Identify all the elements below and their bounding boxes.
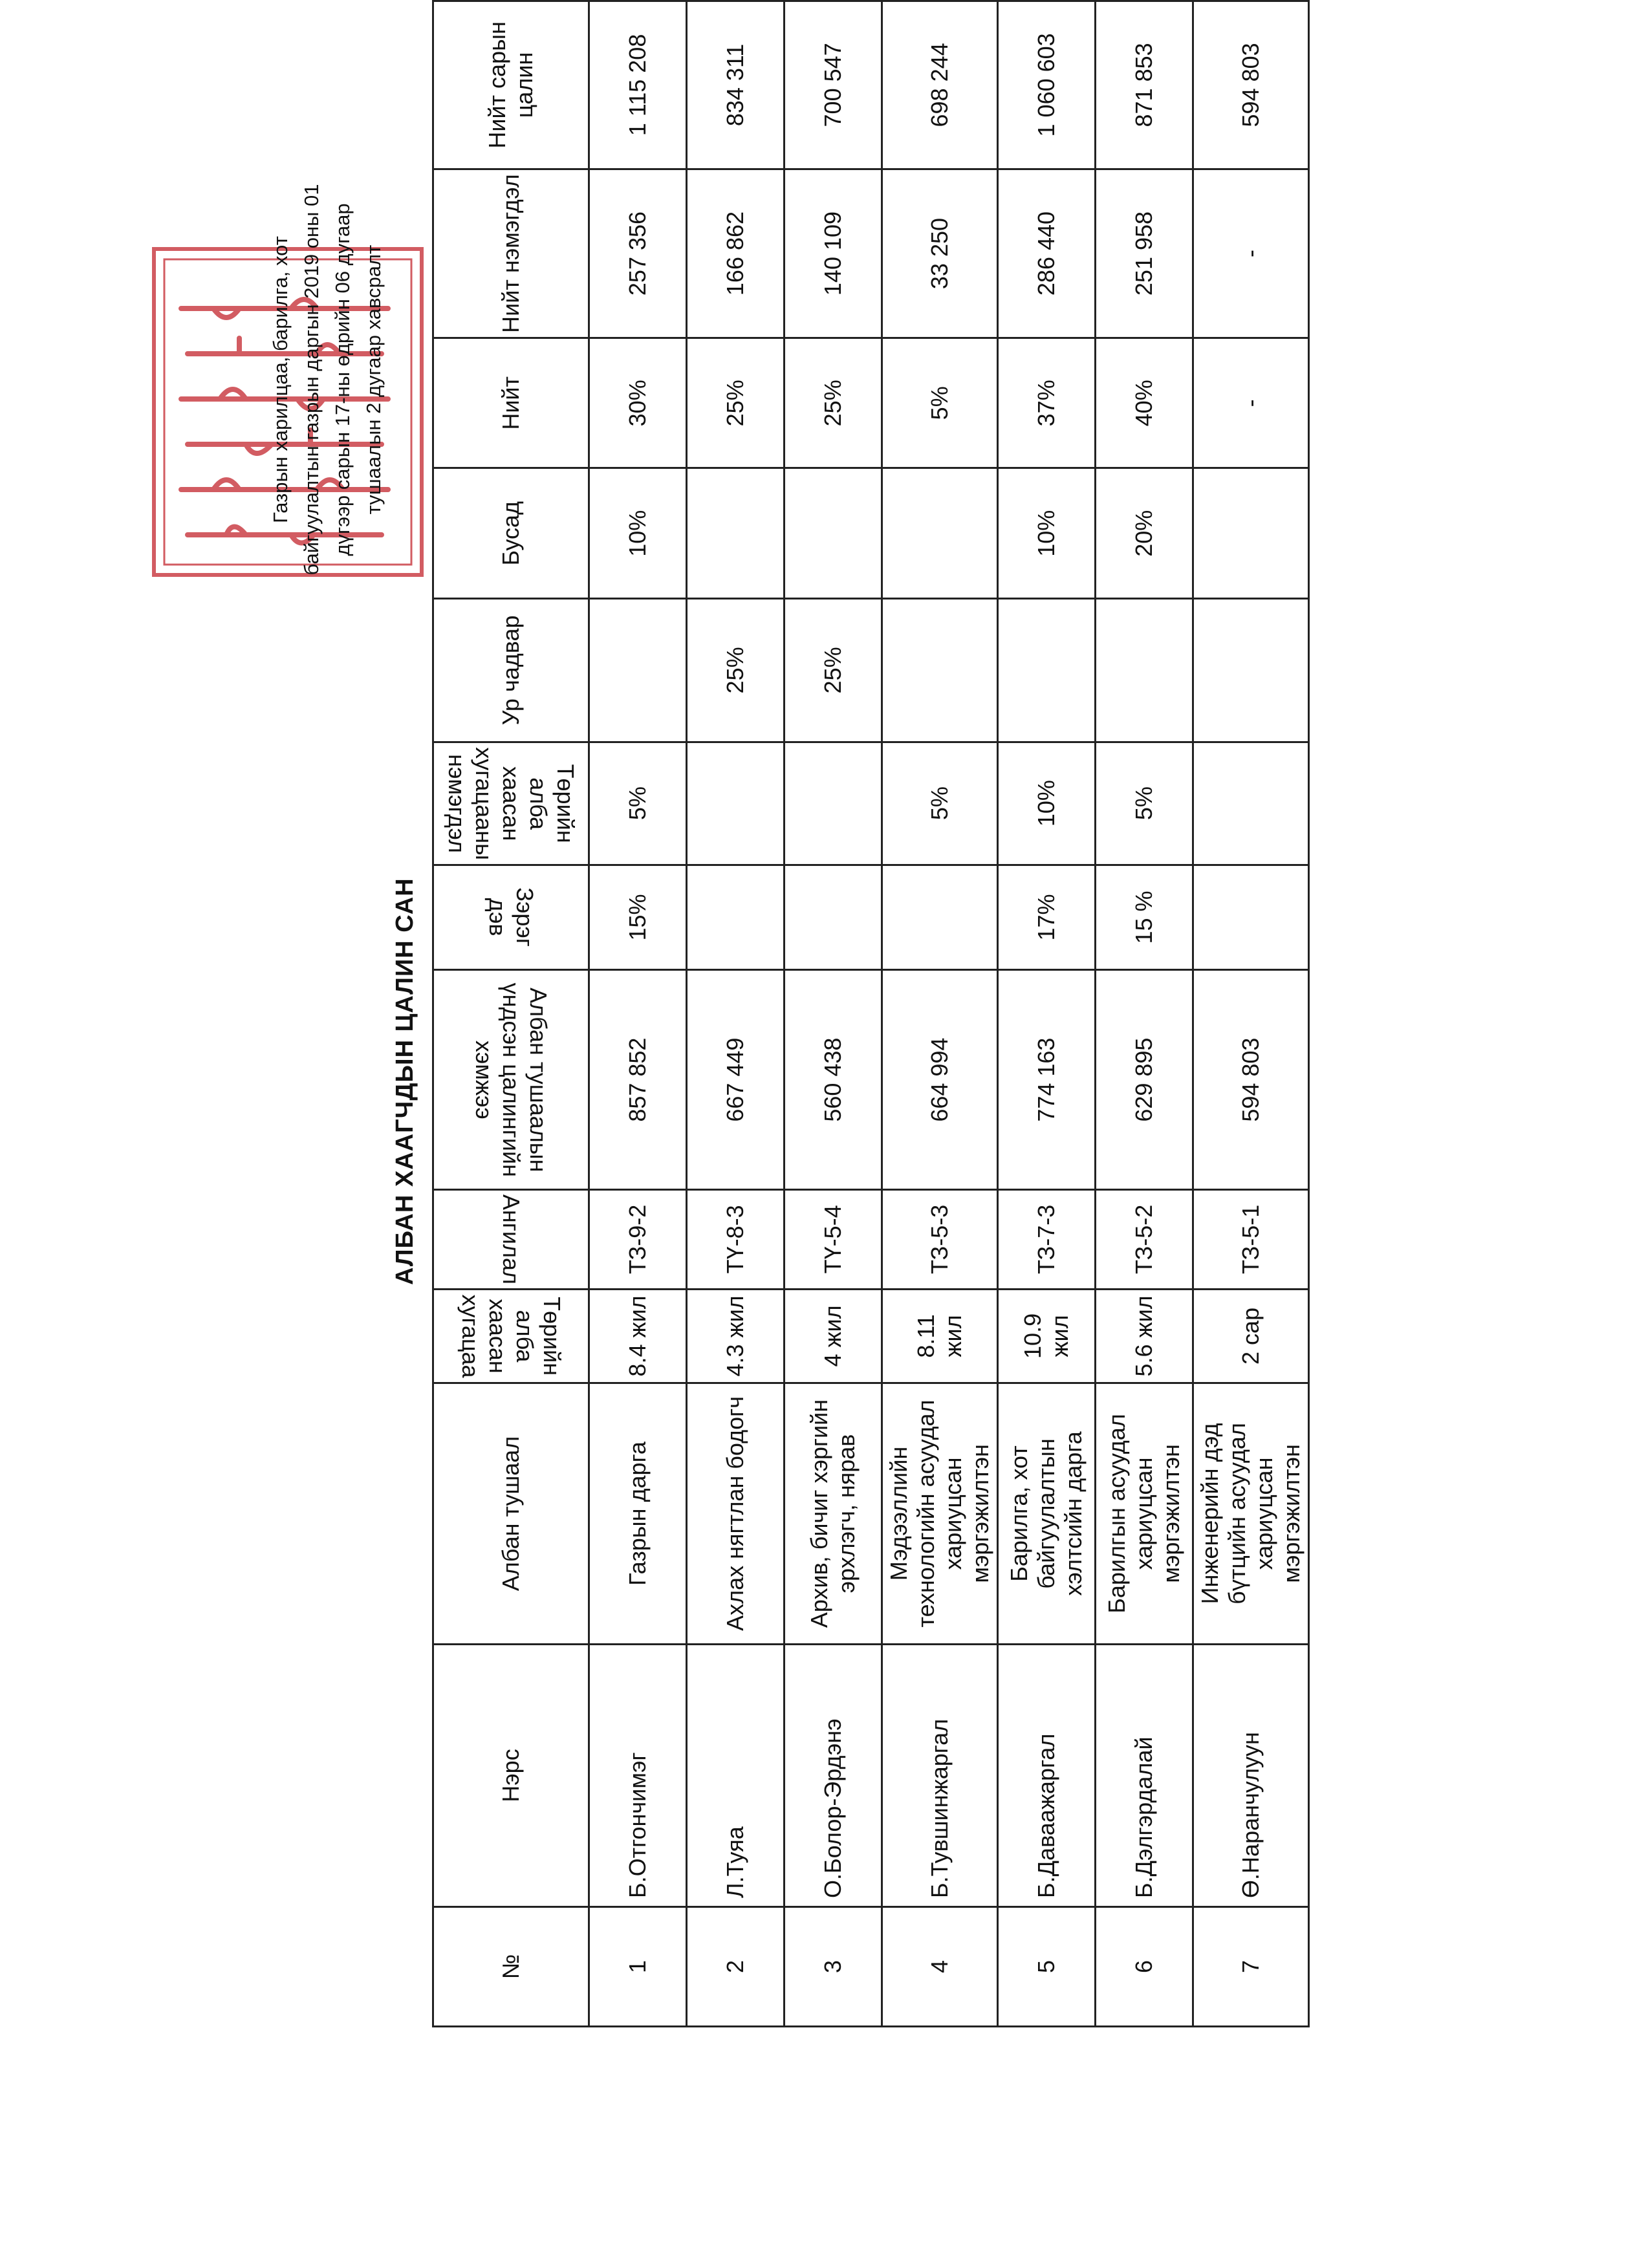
cell-position: Барилгын асуудал хариуцсан мэргэжилтэн	[1096, 1383, 1193, 1644]
cell-name: Б.Даваажаргал	[998, 1645, 1096, 1907]
header-service-bonus-label: Төрийн алба хаасан хугацааны нэмэгдэл	[444, 746, 579, 860]
table-row	[785, 1, 882, 2027]
cell-service: 10.9 жил	[998, 1289, 1096, 1383]
cell-no: 7	[1193, 1906, 1309, 2026]
cell-no: 2	[687, 1906, 785, 2026]
cell-monthly-total: 1 115 208	[589, 1, 687, 169]
header-grade-label: Ангилал	[498, 1194, 525, 1284]
approval-line-3: дүгээр сарын 17-ны өдрийн 06 дугаар	[331, 203, 354, 556]
cell-position: Мэдээллийн технологийн асуудал хариуцсан мэргэжилтэн	[882, 1383, 998, 1644]
cell-position: Газрын дарга	[589, 1383, 687, 1644]
cell-service-bonus: 10%	[998, 742, 1096, 865]
table-header-row	[433, 1, 589, 2027]
table-row	[589, 1, 687, 2027]
table-row	[882, 1, 998, 2027]
cell-monthly-total: 1 060 603	[998, 1, 1096, 169]
cell-service: 8.11 жил	[882, 1289, 998, 1383]
cell-base-salary: 667 449	[687, 970, 785, 1189]
cell-other: 10%	[998, 468, 1096, 599]
cell-total-bonus: 166 862	[687, 169, 785, 338]
cell-base-salary: 664 994	[882, 970, 998, 1189]
cell-position: Инженерийн дэд бүтцийн асуудал хариуцсан мэргэжилтэн	[1193, 1383, 1309, 1644]
header-no: №	[433, 1906, 589, 2026]
cell-no: 6	[1096, 1906, 1193, 2026]
cell-service-bonus	[1193, 742, 1309, 865]
header-total-pct: Нийт	[433, 338, 589, 468]
cell-total-bonus: 251 958	[1096, 169, 1193, 338]
cell-base-salary: 857 852	[589, 970, 687, 1189]
cell-no: 3	[785, 1906, 882, 2026]
cell-other: 20%	[1096, 468, 1193, 599]
cell-grade: ТҮ-5-4	[785, 1189, 882, 1289]
cell-name: Л.Туяа	[687, 1645, 785, 1907]
cell-rank	[785, 865, 882, 970]
cell-total-bonus: 33 250	[882, 169, 998, 338]
cell-other	[1193, 468, 1309, 599]
cell-other	[785, 468, 882, 599]
cell-total-pct: -	[1193, 338, 1309, 468]
cell-rank	[1193, 865, 1309, 970]
cell-monthly-total: 871 853	[1096, 1, 1193, 169]
cell-other	[687, 468, 785, 599]
header-grade	[433, 1189, 589, 1289]
cell-grade: ТЗ-7-3	[998, 1189, 1096, 1289]
cell-grade: ТЗ-5-1	[1193, 1189, 1309, 1289]
cell-service-bonus: 5%	[589, 742, 687, 865]
header-base-salary	[433, 970, 589, 1189]
cell-rank: 17%	[998, 865, 1096, 970]
approval-line-2: байгуулалтын газрын даргын 2019 оны 01	[300, 184, 323, 576]
cell-monthly-total: 700 547	[785, 1, 882, 169]
header-service-label: Төрийн алба хаасан хугацаа	[457, 1294, 565, 1378]
cell-base-salary: 774 163	[998, 970, 1096, 1189]
header-service	[433, 1289, 589, 1383]
cell-rank: 15 %	[1096, 865, 1193, 970]
table-row	[687, 1, 785, 2027]
cell-position: Ахлах нягтлан бодогч	[687, 1383, 785, 1644]
cell-grade: ТҮ-8-3	[687, 1189, 785, 1289]
cell-skill	[1096, 599, 1193, 742]
cell-skill	[998, 599, 1096, 742]
approval-note	[265, 147, 389, 612]
cell-service: 5.6 жил	[1096, 1289, 1193, 1383]
cell-service: 2 сар	[1193, 1289, 1309, 1383]
cell-rank: 15%	[589, 865, 687, 970]
header-service-bonus	[433, 742, 589, 865]
cell-total-bonus: 286 440	[998, 169, 1096, 338]
cell-no: 4	[882, 1906, 998, 2026]
cell-rank	[882, 865, 998, 970]
cell-position: Архив, бичиг хэргийн эрхлэгч, нярав	[785, 1383, 882, 1644]
cell-base-salary: 629 895	[1096, 970, 1193, 1189]
cell-name: Б.Отгончимэг	[589, 1645, 687, 1907]
cell-service: 8.4 жил	[589, 1289, 687, 1383]
table-row	[998, 1, 1096, 2027]
cell-skill: 25%	[785, 599, 882, 742]
cell-grade: ТЗ-5-2	[1096, 1189, 1193, 1289]
cell-total-pct: 5%	[882, 338, 998, 468]
approval-line-4: тушаалын 2 дугаар хавсралт	[362, 244, 385, 515]
cell-no: 1	[589, 1906, 687, 2026]
salary-table	[432, 0, 1310, 2027]
cell-position: Барилга, хот байгуулалтын хэлтсийн дарга	[998, 1383, 1096, 1644]
header-rank	[433, 865, 589, 970]
cell-name: Б.Тувшинжаргал	[882, 1645, 998, 1907]
approval-line-1: Газрын харилцаа, барилга, хот	[269, 236, 292, 523]
cell-service-bonus	[785, 742, 882, 865]
cell-total-pct: 37%	[998, 338, 1096, 468]
page-title: АЛБАН ХААГЧДЫН ЦАЛИН САН	[391, 878, 418, 1285]
header-other: Бусад	[433, 468, 589, 599]
table-row	[1193, 1, 1309, 2027]
cell-total-bonus: 257 356	[589, 169, 687, 338]
cell-total-pct: 25%	[785, 338, 882, 468]
cell-grade: ТЗ-9-2	[589, 1189, 687, 1289]
header-monthly-total: Нийт сарын цалин	[433, 1, 589, 169]
cell-other	[882, 468, 998, 599]
cell-total-pct: 25%	[687, 338, 785, 468]
cell-monthly-total: 698 244	[882, 1, 998, 169]
header-rank-label: Зэрэг дэв	[484, 887, 538, 947]
cell-total-bonus: 140 109	[785, 169, 882, 338]
cell-base-salary: 594 803	[1193, 970, 1309, 1189]
cell-other: 10%	[589, 468, 687, 599]
header-name: Нэрс	[433, 1645, 589, 1907]
cell-grade: ТЗ-5-3	[882, 1189, 998, 1289]
cell-service: 4 жил	[785, 1289, 882, 1383]
header-base-salary-label: Албан тушаалын үндсэн цалингийн хэмжээ	[471, 982, 552, 1177]
cell-skill: 25%	[687, 599, 785, 742]
cell-skill	[1193, 599, 1309, 742]
cell-total-pct: 40%	[1096, 338, 1193, 468]
cell-skill	[882, 599, 998, 742]
cell-no: 5	[998, 1906, 1096, 2026]
cell-name: Б.Дэлгэрдалай	[1096, 1645, 1193, 1907]
cell-name: О.Болор-Эрдэнэ	[785, 1645, 882, 1907]
cell-service: 4.3 жил	[687, 1289, 785, 1383]
cell-service-bonus: 5%	[882, 742, 998, 865]
table-row	[1096, 1, 1193, 2027]
cell-skill	[589, 599, 687, 742]
header-skill: Ур чадвар	[433, 599, 589, 742]
cell-total-pct: 30%	[589, 338, 687, 468]
cell-name: Ө.Наранчулуун	[1193, 1645, 1309, 1907]
cell-monthly-total: 594 803	[1193, 1, 1309, 169]
cell-rank	[687, 865, 785, 970]
cell-monthly-total: 834 311	[687, 1, 785, 169]
cell-base-salary: 560 438	[785, 970, 882, 1189]
cell-total-bonus: -	[1193, 169, 1309, 338]
cell-service-bonus	[687, 742, 785, 865]
cell-service-bonus: 5%	[1096, 742, 1193, 865]
header-position: Албан тушаал	[433, 1383, 589, 1644]
header-total-bonus: Нийт нэмэгдэл	[433, 169, 589, 338]
